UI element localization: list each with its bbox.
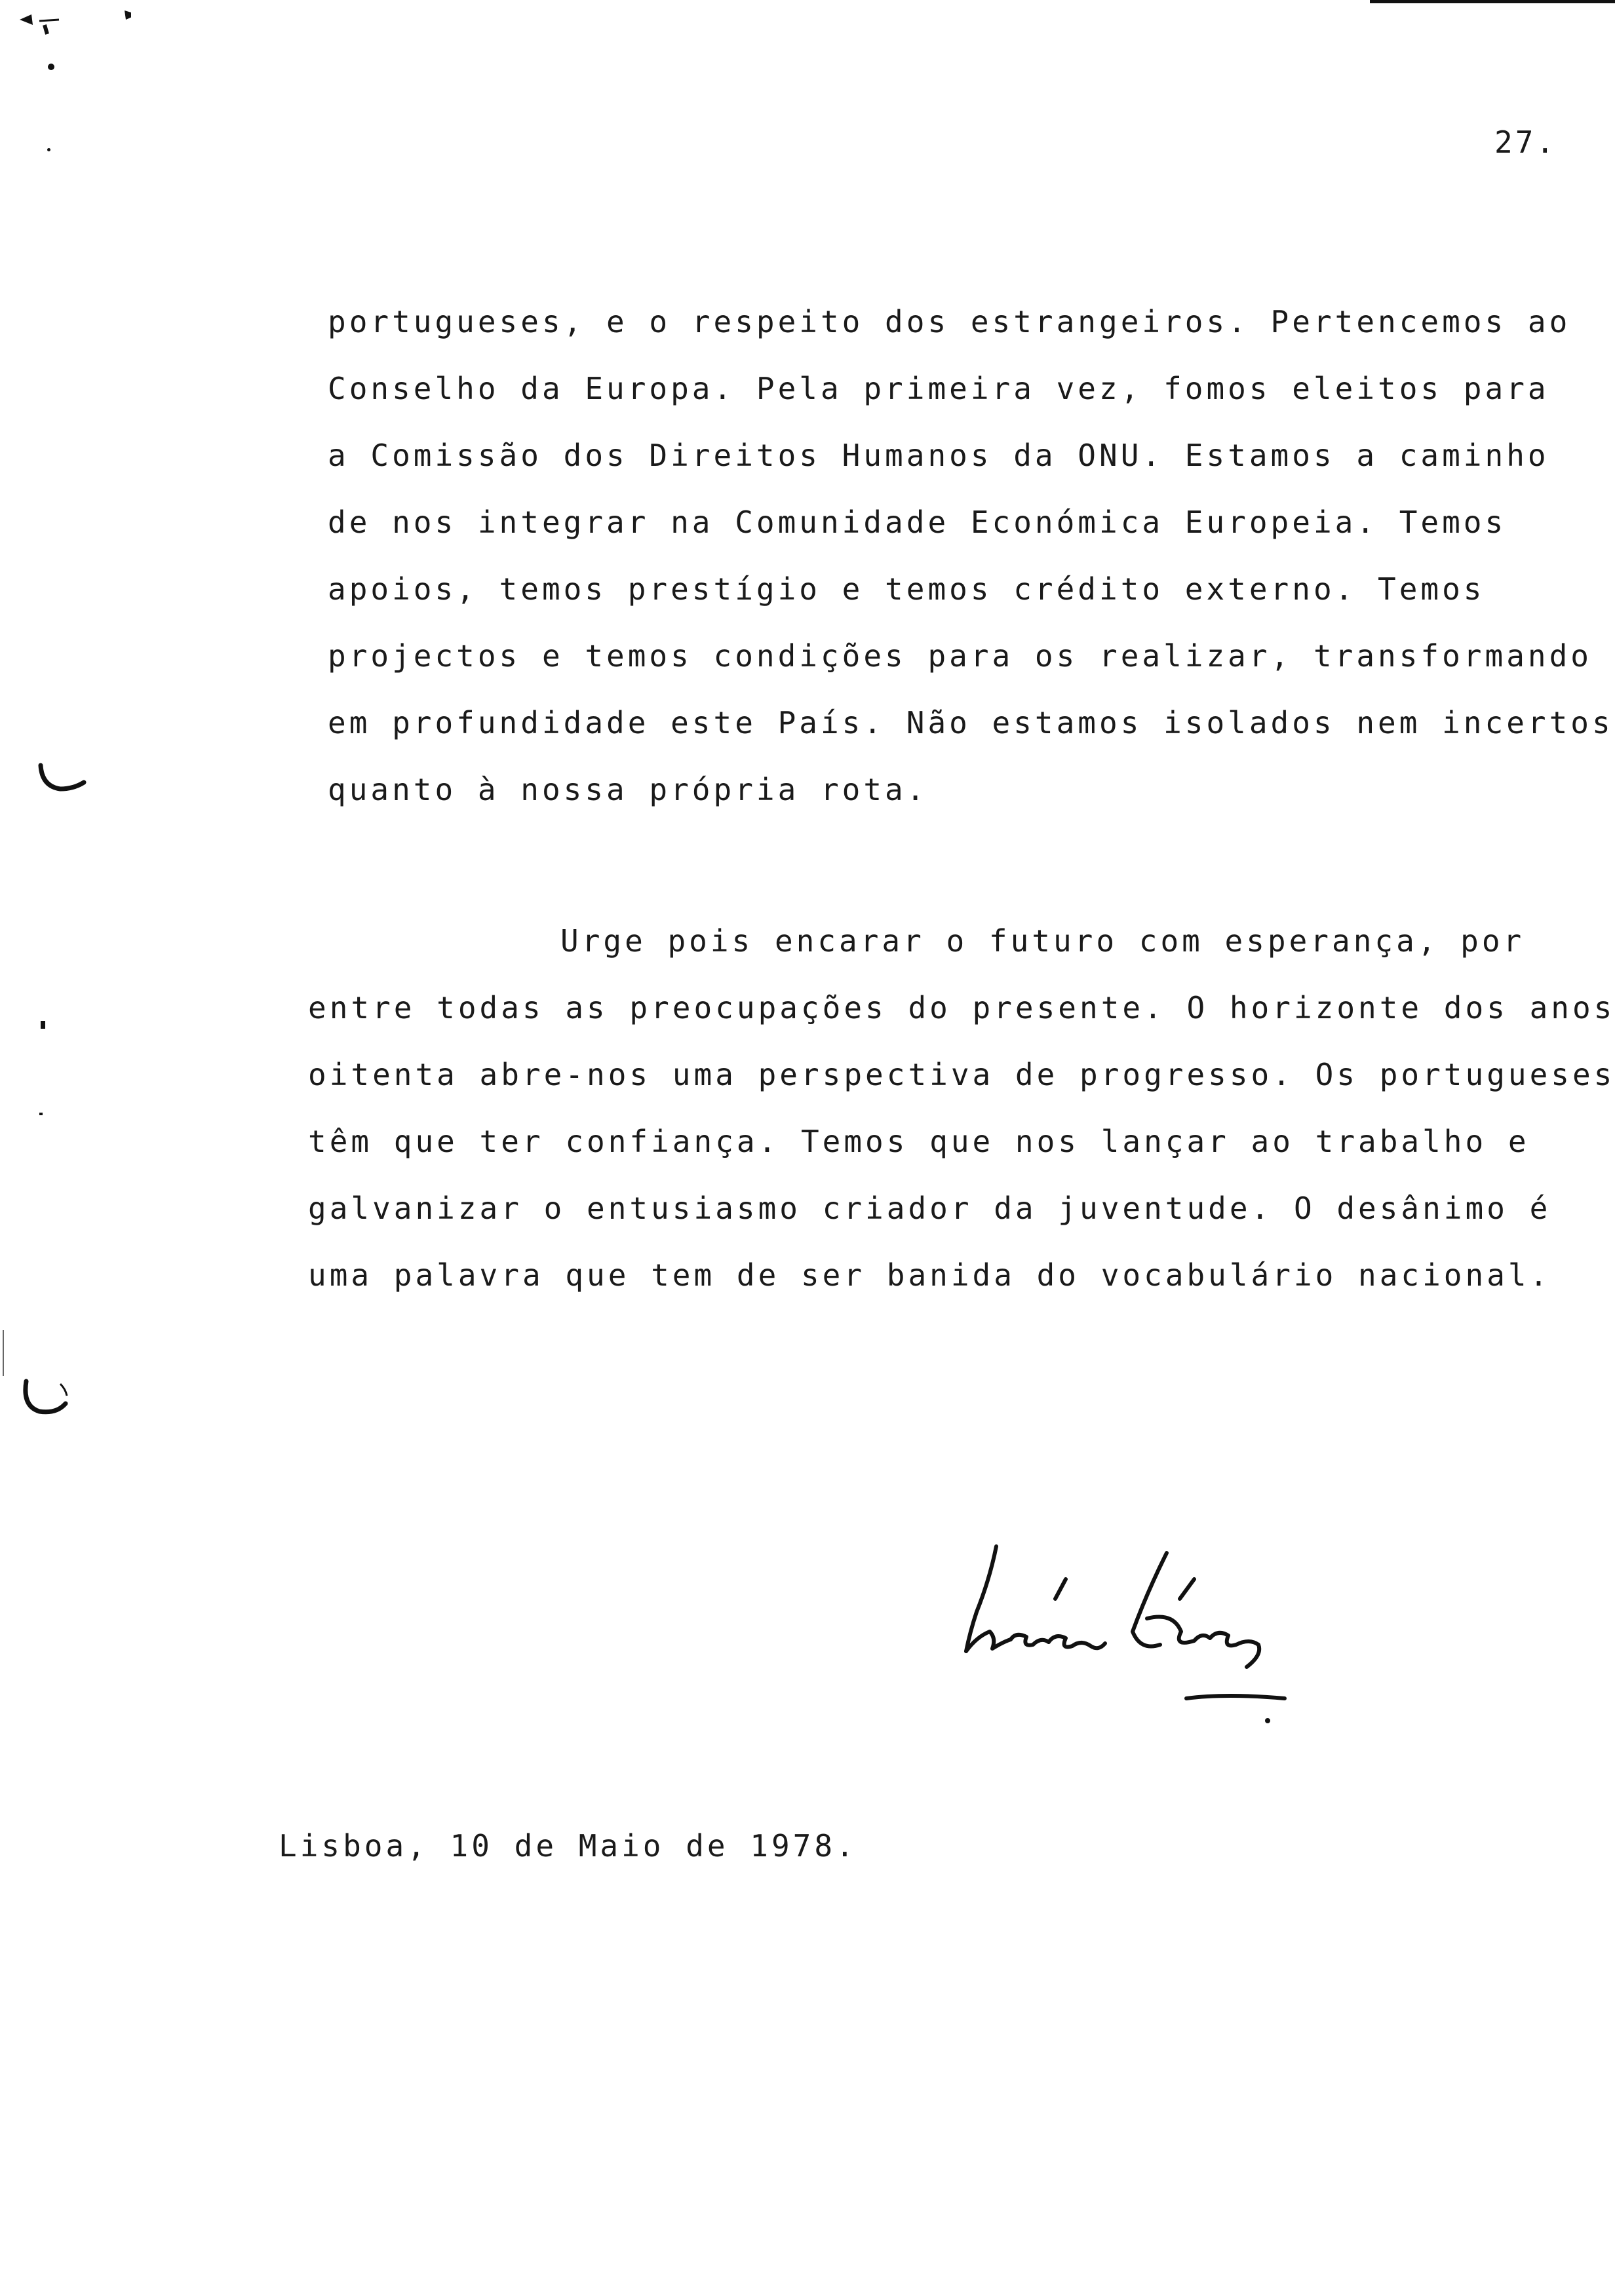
text-line: portugueses, e o respeito dos estrangeiros. Pertencemos ao bbox=[328, 304, 1571, 339]
scan-dot bbox=[41, 1021, 45, 1029]
paragraph-2 bbox=[308, 908, 1615, 1309]
text-line: Conselho da Europa. Pela primeira vez, fomos eleitos para bbox=[328, 371, 1549, 406]
text-line: apoios, temos prestígio e temos crédito externo. Temos bbox=[328, 571, 1485, 607]
text-line: quanto à nossa própria rota. bbox=[328, 772, 928, 807]
text-line: em profundidade este País. Não estamos isolados nem incertos bbox=[328, 705, 1614, 740]
text-line: de nos integrar na Comunidade Económica Europeia. Temos bbox=[328, 505, 1507, 540]
top-edge-rule bbox=[1370, 0, 1615, 3]
text-line: a Comissão dos Direitos Humanos da ONU. Estamos a caminho bbox=[328, 438, 1549, 473]
hole-punch-mark-upper bbox=[34, 760, 93, 799]
place-and-date: Lisboa, 10 de Maio de 1978. bbox=[279, 1828, 857, 1864]
page-number: 27. bbox=[1494, 124, 1557, 160]
handwritten-signature bbox=[950, 1527, 1304, 1736]
text-line: uma palavra que tem de ser banida do vocabulário nacional. bbox=[308, 1257, 1551, 1293]
hole-punch-mark-lower bbox=[20, 1369, 79, 1422]
scan-artifact-top bbox=[13, 5, 131, 71]
paragraph-1 bbox=[328, 288, 1614, 823]
text-line: têm que ter confiança. Temos que nos lançar ao trabalho e bbox=[308, 1124, 1530, 1159]
text-line: oitenta abre-nos uma perspectiva de progresso. Os portugueses bbox=[308, 1057, 1615, 1092]
text-line: galvanizar o entusiasmo criador da juventude. O desânimo é bbox=[308, 1191, 1551, 1226]
scan-line bbox=[3, 1330, 4, 1376]
text-line: projectos e temos condições para os realizar, transformando bbox=[328, 638, 1592, 674]
scan-dot bbox=[47, 148, 50, 151]
text-line: entre todas as preocupações do presente. O horizonte dos anos bbox=[308, 990, 1615, 1025]
scan-dot bbox=[39, 1113, 43, 1115]
text-line: Urge pois encarar o futuro com esperança, por bbox=[560, 923, 1525, 959]
